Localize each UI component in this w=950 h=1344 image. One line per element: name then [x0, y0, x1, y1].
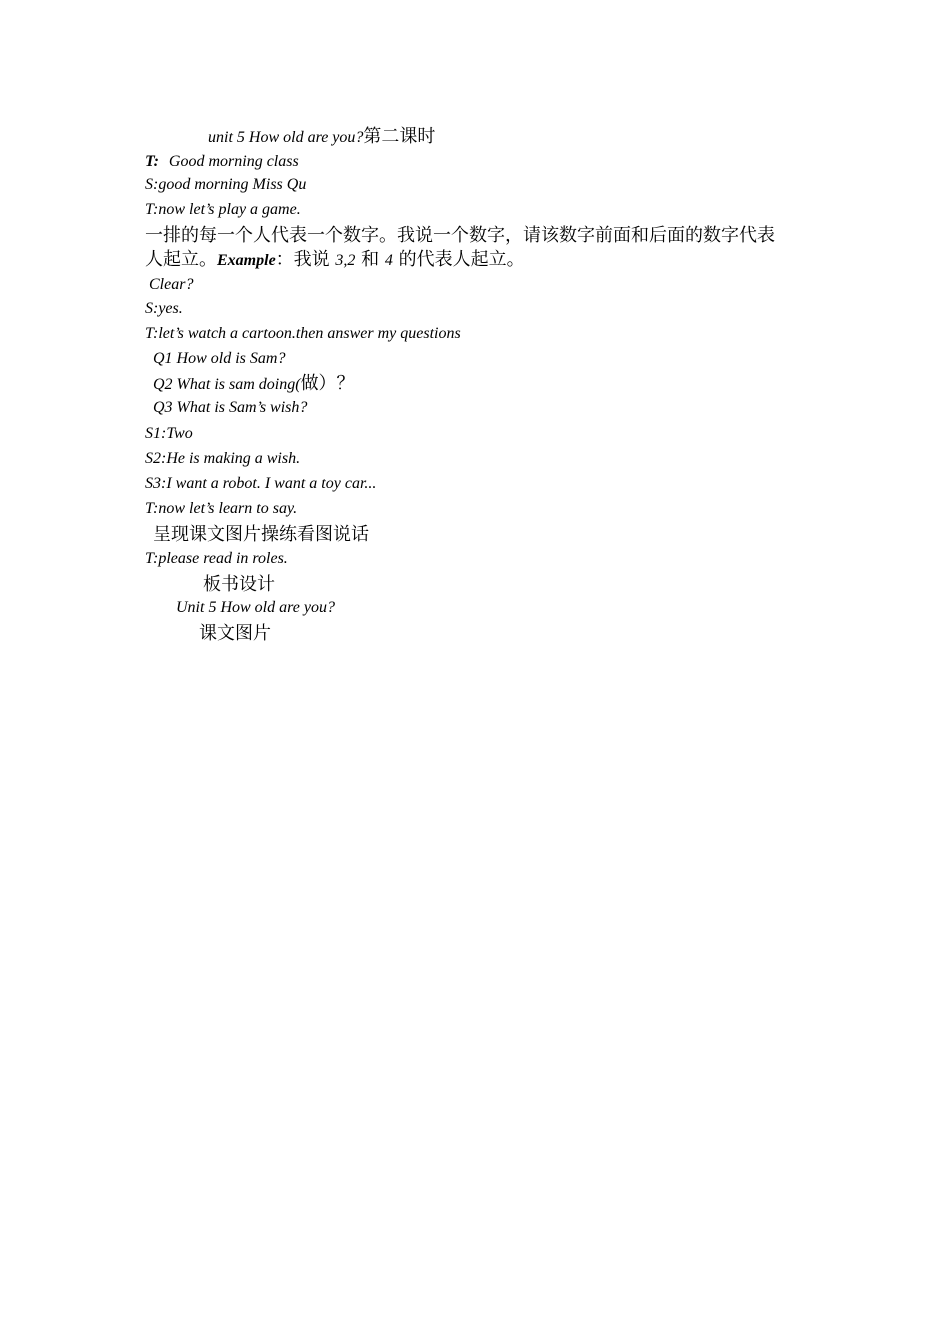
answer-2: S2:He is making a wish.: [145, 450, 301, 467]
example-numbers: 3,2: [335, 252, 356, 269]
dialogue-line-roles: T:please read in roles.: [145, 550, 288, 567]
instructions-text: 人起立。: [145, 249, 217, 270]
greeting-text: Good morning class: [168, 153, 299, 170]
board-unit-title: Unit 5 How old are you?: [176, 599, 335, 616]
dialogue-line-greeting: [145, 153, 299, 170]
dialogue-line-cartoon: T:let’s watch a cartoon.then answer my questions: [145, 325, 461, 342]
example-number: 4: [384, 252, 393, 269]
question-2-zh: 做）？: [300, 373, 355, 394]
instructions-text: 和: [355, 249, 385, 270]
dialogue-line-response: S:good morning Miss Qu: [145, 176, 307, 193]
speaker-label: T:: [145, 153, 159, 170]
present-pictures-line: 呈现课文图片操练看图说话: [153, 524, 369, 545]
instructions-text: ：我说: [275, 249, 336, 270]
board-design-heading: 板书设计: [203, 574, 275, 595]
question-2: [153, 375, 355, 393]
answer-1: S1:Two: [145, 425, 193, 442]
board-text-pictures: 课文图片: [199, 623, 271, 644]
dialogue-line-game: T:now let’s play a game.: [145, 201, 301, 218]
game-instructions-line1: 一排的每一个人代表一个数字。我说一个数字，请该数字前面和后面的数字代表: [145, 225, 775, 246]
dialogue-line-clear: Clear?: [149, 276, 194, 293]
instructions-text: 的代表人起立。: [392, 249, 525, 270]
answer-3: S3:I want a robot. I want a toy car...: [145, 475, 377, 492]
question-2-en: Q2 What is sam doing(: [153, 376, 301, 393]
lesson-title-en: unit 5 How old are you?: [208, 129, 364, 146]
example-label: Example: [217, 252, 276, 269]
lesson-title-zh: 第二课时: [363, 126, 436, 147]
lesson-title: [208, 128, 435, 146]
dialogue-line-learn: T:now let’s learn to say.: [145, 500, 298, 517]
question-1: Q1 How old is Sam?: [153, 350, 286, 367]
question-3: Q3 What is Sam’s wish?: [153, 399, 308, 416]
game-instructions-line2: [145, 251, 525, 269]
dialogue-line-yes: S:yes.: [145, 300, 183, 317]
